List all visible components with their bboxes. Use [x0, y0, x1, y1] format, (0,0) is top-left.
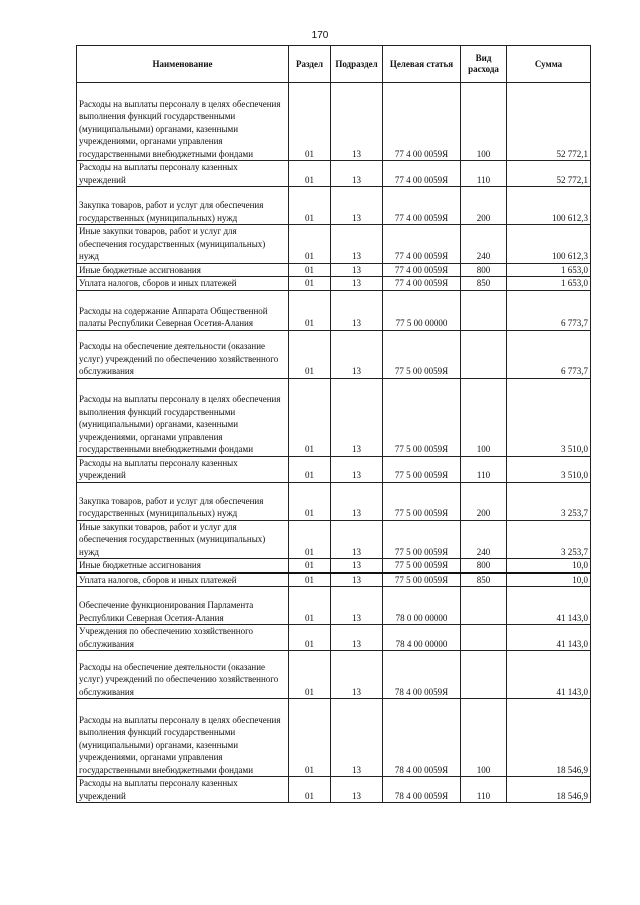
header-name: Наименование	[77, 46, 289, 83]
table-cell-target: 77 5 00 0059Я	[383, 482, 461, 520]
table-cell-subsection: 13	[331, 699, 383, 777]
table-cell-expense-type: 200	[461, 482, 507, 520]
table-row	[77, 559, 591, 573]
table-cell-amount: 3 510,0	[507, 456, 591, 482]
table-cell-target: 78 4 00 00000	[383, 625, 461, 651]
table-row	[77, 573, 591, 587]
table-cell-section: 01	[289, 699, 331, 777]
table-cell-section: 01	[289, 456, 331, 482]
table-cell-section: 01	[289, 290, 331, 330]
table-cell-name: Расходы на выплаты персоналу в целях обеспечения выполнения функций государственными (муниципальными) органами, казенными учреждениями, органами управления государственными внебюджетными фондами	[77, 378, 289, 456]
table-row	[77, 263, 591, 277]
table-cell-subsection: 13	[331, 651, 383, 699]
table-cell-name: Учреждения по обеспечению хозяйственного обслуживания	[77, 625, 289, 651]
table-header-row	[77, 46, 591, 83]
table-cell-subsection: 13	[331, 378, 383, 456]
table-cell-name: Расходы на обеспечение деятельности (оказание услуг) учреждений по обеспечению хозяйственного обслуживания	[77, 330, 289, 378]
table-cell-subsection: 13	[331, 83, 383, 161]
table-cell-amount: 52 772,1	[507, 161, 591, 187]
table-cell-subsection: 13	[331, 225, 383, 264]
header-subsection: Подраздел	[331, 46, 383, 83]
table-cell-expense-type: 110	[461, 161, 507, 187]
table-cell-expense-type: 800	[461, 559, 507, 573]
table-cell-name: Расходы на выплаты персоналу в целях обеспечения выполнения функций государственными (муниципальными) органами, казенными учреждениями, органами управления государственными внебюджетными фондами	[77, 699, 289, 777]
table-cell-name: Закупка товаров, работ и услуг для обеспечения государственных (муниципальных) нужд	[77, 187, 289, 225]
table-cell-expense-type: 850	[461, 277, 507, 291]
table-cell-expense-type: 100	[461, 699, 507, 777]
table-row	[77, 625, 591, 651]
table-cell-target: 77 4 00 0059Я	[383, 277, 461, 291]
table-row	[77, 699, 591, 777]
table-row	[77, 187, 591, 225]
table-cell-target: 77 4 00 0059Я	[383, 187, 461, 225]
table-cell-amount: 6 773,7	[507, 330, 591, 378]
table-cell-target: 78 4 00 0059Я	[383, 699, 461, 777]
table-cell-target: 77 5 00 00000	[383, 290, 461, 330]
table-cell-amount: 41 143,0	[507, 625, 591, 651]
table-cell-amount: 1 653,0	[507, 263, 591, 277]
table-cell-name: Расходы на выплаты персоналу казенных учреждений	[77, 777, 289, 803]
table-cell-name: Расходы на содержание Аппарата Общественной палаты Республики Северная Осетия-Алания	[77, 290, 289, 330]
table-cell-target: 77 5 00 0059Я	[383, 330, 461, 378]
table-cell-expense-type: 200	[461, 187, 507, 225]
table-cell-expense-type: 110	[461, 456, 507, 482]
table-row	[77, 330, 591, 378]
table-cell-amount: 10,0	[507, 559, 591, 573]
table-cell-expense-type: 100	[461, 378, 507, 456]
table-row	[77, 456, 591, 482]
table-cell-expense-type	[461, 290, 507, 330]
table-cell-name: Иные закупки товаров, работ и услуг для обеспечения государственных (муниципальных) нужд	[77, 225, 289, 264]
table-cell-target: 77 5 00 0059Я	[383, 573, 461, 587]
table-cell-section: 01	[289, 83, 331, 161]
table-cell-target: 78 0 00 00000	[383, 587, 461, 625]
table-cell-name: Расходы на выплаты персоналу казенных учреждений	[77, 456, 289, 482]
table-cell-amount: 6 773,7	[507, 290, 591, 330]
header-target: Целевая статья	[383, 46, 461, 83]
table-cell-expense-type: 240	[461, 225, 507, 264]
table-cell-expense-type: 110	[461, 777, 507, 803]
table-cell-subsection: 13	[331, 559, 383, 573]
table-cell-expense-type	[461, 651, 507, 699]
table-cell-expense-type	[461, 587, 507, 625]
table-cell-subsection: 13	[331, 520, 383, 559]
table-cell-name: Уплата налогов, сборов и иных платежей	[77, 573, 289, 587]
table-cell-target: 77 4 00 0059Я	[383, 225, 461, 264]
table-cell-section: 01	[289, 625, 331, 651]
table-cell-amount: 3 510,0	[507, 378, 591, 456]
table-cell-section: 01	[289, 587, 331, 625]
header-section: Раздел	[289, 46, 331, 83]
page-number: 170	[311, 30, 329, 41]
table-cell-name: Закупка товаров, работ и услуг для обеспечения государственных (муниципальных) нужд	[77, 482, 289, 520]
header-expense-type: Вид расхода	[461, 46, 507, 83]
table-cell-expense-type: 100	[461, 83, 507, 161]
table-cell-section: 01	[289, 225, 331, 264]
table-cell-subsection: 13	[331, 573, 383, 587]
table-cell-subsection: 13	[331, 456, 383, 482]
table-cell-section: 01	[289, 482, 331, 520]
table-cell-amount: 100 612,3	[507, 225, 591, 264]
table-cell-target: 77 4 00 0059Я	[383, 263, 461, 277]
table-cell-amount: 18 546,9	[507, 777, 591, 803]
table-cell-subsection: 13	[331, 187, 383, 225]
table-cell-amount: 41 143,0	[507, 587, 591, 625]
table-cell-target: 77 4 00 0059Я	[383, 83, 461, 161]
table-row	[77, 277, 591, 291]
table-cell-amount: 18 546,9	[507, 699, 591, 777]
table-cell-amount: 10,0	[507, 573, 591, 587]
table-cell-amount: 41 143,0	[507, 651, 591, 699]
table-cell-amount: 3 253,7	[507, 520, 591, 559]
budget-table	[76, 45, 591, 803]
table-cell-target: 77 5 00 0059Я	[383, 378, 461, 456]
table-cell-target: 77 5 00 0059Я	[383, 559, 461, 573]
table-cell-section: 01	[289, 573, 331, 587]
table-cell-section: 01	[289, 651, 331, 699]
table-cell-name: Расходы на выплаты персоналу казенных учреждений	[77, 161, 289, 187]
table-row	[77, 587, 591, 625]
table-cell-expense-type	[461, 330, 507, 378]
table-cell-section: 01	[289, 161, 331, 187]
table-cell-section: 01	[289, 777, 331, 803]
table-cell-section: 01	[289, 378, 331, 456]
table-cell-subsection: 13	[331, 263, 383, 277]
table-cell-name: Расходы на выплаты персоналу в целях обеспечения выполнения функций государственными (муниципальными) органами, казенными учреждениями, органами управления государственными внебюджетными фондами	[77, 83, 289, 161]
table-cell-name: Уплата налогов, сборов и иных платежей	[77, 277, 289, 291]
table-cell-name: Иные закупки товаров, работ и услуг для обеспечения государственных (муниципальных) нужд	[77, 520, 289, 559]
table-cell-target: 78 4 00 0059Я	[383, 651, 461, 699]
table-cell-target: 77 5 00 0059Я	[383, 456, 461, 482]
table-cell-name: Расходы на обеспечение деятельности (оказание услуг) учреждений по обеспечению хозяйственного обслуживания	[77, 651, 289, 699]
table-cell-subsection: 13	[331, 290, 383, 330]
table-row	[77, 651, 591, 699]
table-row	[77, 482, 591, 520]
table-cell-expense-type	[461, 625, 507, 651]
table-row	[77, 520, 591, 559]
table-cell-subsection: 13	[331, 587, 383, 625]
table-cell-subsection: 13	[331, 277, 383, 291]
table-cell-section: 01	[289, 187, 331, 225]
table-cell-target: 77 4 00 0059Я	[383, 161, 461, 187]
table-cell-section: 01	[289, 277, 331, 291]
table-cell-amount: 52 772,1	[507, 83, 591, 161]
table-cell-name: Иные бюджетные ассигнования	[77, 559, 289, 573]
table-cell-amount: 100 612,3	[507, 187, 591, 225]
table-row	[77, 161, 591, 187]
table-cell-expense-type: 240	[461, 520, 507, 559]
table-cell-subsection: 13	[331, 161, 383, 187]
table-cell-target: 78 4 00 0059Я	[383, 777, 461, 803]
table-cell-expense-type: 800	[461, 263, 507, 277]
table-cell-section: 01	[289, 559, 331, 573]
table-cell-amount: 1 653,0	[507, 277, 591, 291]
table-cell-target: 77 5 00 0059Я	[383, 520, 461, 559]
header-amount: Сумма	[507, 46, 591, 83]
table-cell-name: Иные бюджетные ассигнования	[77, 263, 289, 277]
table-cell-expense-type: 850	[461, 573, 507, 587]
table-cell-amount: 3 253,7	[507, 482, 591, 520]
table-row	[77, 83, 591, 161]
table-cell-name: Обеспечение функционирования Парламента Республики Северная Осетия-Алания	[77, 587, 289, 625]
table-cell-section: 01	[289, 520, 331, 559]
table-cell-subsection: 13	[331, 777, 383, 803]
table-cell-section: 01	[289, 330, 331, 378]
table-row	[77, 225, 591, 264]
table-row	[77, 378, 591, 456]
table-cell-subsection: 13	[331, 482, 383, 520]
table-cell-subsection: 13	[331, 625, 383, 651]
table-row	[77, 777, 591, 803]
table-cell-subsection: 13	[331, 330, 383, 378]
table-row	[77, 290, 591, 330]
table-cell-section: 01	[289, 263, 331, 277]
